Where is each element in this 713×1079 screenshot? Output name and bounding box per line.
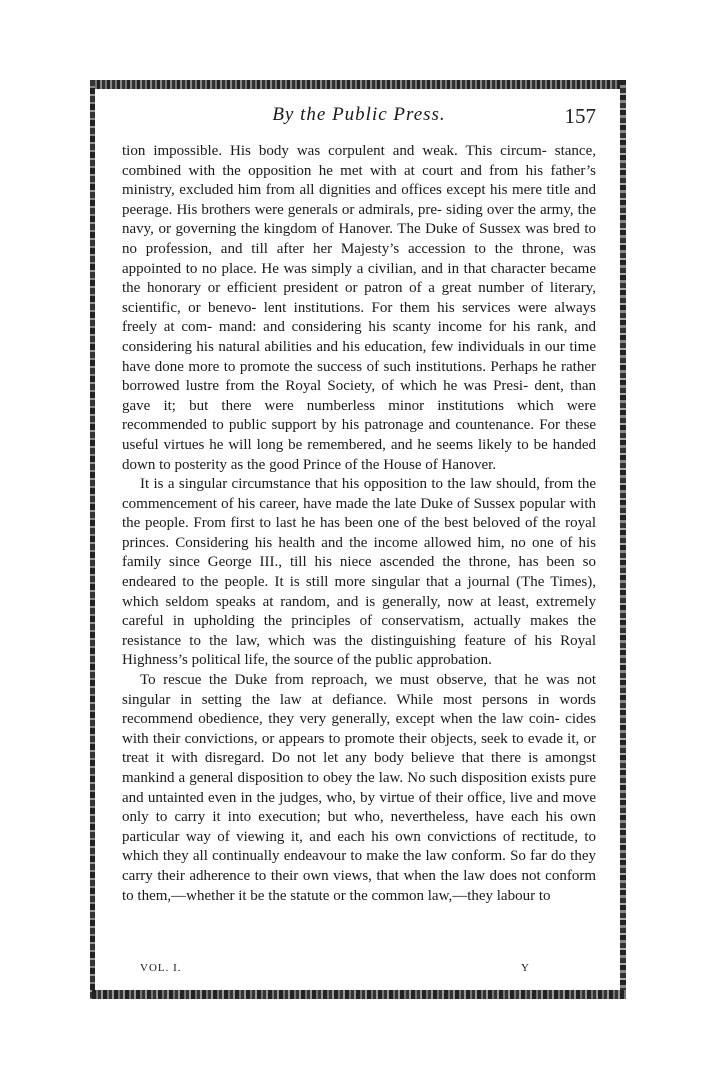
- paragraph: It is a singular circumstance that his opposition to the law should, from the commencement of his career, have made the late Duke of Sussex popular with the people. From first to last he has been one of the best beloved of the royal princes. Considering his health and the income allowed him, no one of his family since George III., till his niece ascended the throne, has been so endeared to the people. It is still more singular that a journal (The Times), which seldom speaks at random, and is generally, now at least, extremely careful in upholding the principles of conservatism, actually makes the resistance to the law, which was the distinguishing feature of his Royal Highness’s political life, the source of the public approbation.: [122, 476, 596, 669]
- page-border-top: [92, 80, 626, 89]
- page-border-right: [620, 80, 626, 999]
- volume-label: VOL. I.: [140, 962, 182, 974]
- running-title: By the Public Press.: [272, 104, 446, 125]
- page-border-left: [90, 80, 95, 999]
- paragraph: tion impossible. His body was corpulent and weak. This circum- stance, combined with the opposition he met with at court and from his father’s ministry, excluded him from all dignities and offices except his mere title and peerage. His brothers were generals or admirals, pre- siding over the army, the navy, or governing the kingdom of Hanover. The Duke of Sussex was bred to no profession, and till after her Majesty’s accession to the throne, was appointed to no place. He was simply a civilian, and in that character became the honorary or efficient president or patron of a great number of literary, scientific, or benevo- lent institutions. For them his services were always freely at com- mand: and considering his scanty income for his rank, and considering his natural abilities and his education, few individuals in our time have done more to promote the success of such institutions. Perhaps he rather borrowed lustre from the Royal Society, of which he was Presi- dent, than gave it; but there were numberless minor institutions which were recommended to public support by his patronage and countenance. For these useful virtues he will long be remembered, and he seems likely to be handed down to posterity as the good Prince of the House of Hanover.: [122, 143, 596, 473]
- signature-mark: Y: [521, 962, 530, 974]
- page-footer: [140, 962, 580, 978]
- paragraph: To rescue the Duke from reproach, we must observe, that he was not singular in setting the law at defiance. While most persons in words recommend obedience, they very generally, except when the law coin- cides with their convictions, or appears to promote their objects, seek to evade it, or treat it with disregard. Do not let any body believe that there is amongst mankind a general disposition to obey the law. No such disposition exists pure and untainted even in the judges, who, by virtue of their office, live and move only to carry it into execution; but who, nevertheless, have each his own particular way of viewing it, and each his own convictions of rectitude, to which they all continually endeavour to make the law conform. So far do they carry their adherence to their own views, that when the law does not conform to them,—whether it be the statute or the common law,—they labour to: [122, 672, 596, 904]
- page-number: 157: [564, 104, 596, 128]
- page-border-bottom: [92, 990, 626, 999]
- page-header: [122, 104, 596, 134]
- body-text: [122, 142, 596, 906]
